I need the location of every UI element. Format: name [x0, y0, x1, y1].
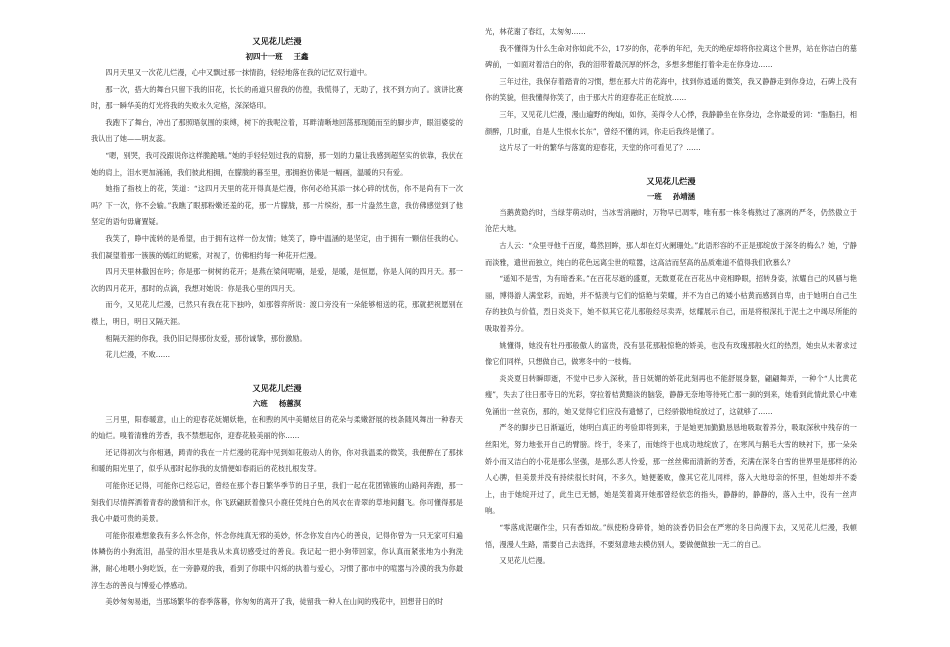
right-column [485, 0, 857, 570]
article-2-title: 又见花儿烂漫 [252, 382, 302, 393]
article-3-paragraph: 严冬的脚步已日渐逼近，她明白真正的考验即将到来，于是她更加勤勤恳恳地吸取着养分，吸取深秋中残存的一丝阳光，努力地张开自己的臂膀。终于，冬来了，而她终于也成功地绽放了，在寒风与鹅毛大雪的映衬下，那一朵朵娇小而又洁白的小花是那么坚强，是那么恶人怜爱，那一丝丝佛而清新的芳香，充满在深冬白雪的世界里是那样的沁人心脾，但美景并没有持续很长时间，不多久，她便萎败，像其它花儿同样，落入大地母亲的怀里，但她却并不委上，由于她绽开过了，此生已无憾，她是笑着离开她那曾经依恋的指头，静静的，静静的，落入土中，没有一丝声响。 [485, 423, 857, 516]
article-1-paragraph: 而今，又见花儿烂漫，已然只有我在花下独吟，如那蓉弈所说：渡口旁没有一朵能够相送的花，那就把祝愿别在襟上，明日，明日又隔天涯。 [91, 300, 463, 326]
article-1-paragraph: “嗯，别哭，我可没跟说你这样脆跪哦。”她的手轻轻划过我的肩膀，那一划的力量让我感到超坚实的依靠，我伏在她的肩上，泪水更加涌涌，我们彼此相拥，在朦胧的暮至里，那拥抱仿佛是一幅画，温暖的只有爱。 [91, 150, 463, 177]
continuation-paragraph: 我不懂得为什么生命对你如此不公，17岁的你，花季的年纪，先天的绝症却将你拉离这个世界，站在你洁白的墓碑前，一如面对着洁白的你，我的泪带着最沉厚的怀念，多想多想能打着伞走在你身边…… [485, 43, 857, 70]
article-3-author: 孙靖涵 [672, 191, 696, 201]
article-1-paragraph: 四月天里林撒因在吟；你是那一树树的花开；是燕在梁间呢喃，是爱，是暖，是恒愿，你是人间的四月天。那一次的四月花开，那时的点滴，我想对她说：你是我心里的四月天。 [91, 267, 463, 293]
continuation-paragraph: 三年，又见花儿烂漫，漫山遍野的绚灿，如你，美得令人心悸，我静静坐在你身边，念你最爱的词：“脂脂扫，相颜醉，几时重，自是人生恨水长东”，曾经不懂的词，你走后我终是懂了。 [485, 109, 857, 136]
article-2-byline [91, 396, 463, 412]
article-2-paragraph: 三月里，阳春暖意，山上的迎春花妩媚妖艳，在和煦的风中美媚炫目的花朵与柔嫩舒展的枝条随风舞出一种春天的灿烂。嗅着清雅的芳香，我不禁想起你，迎春花般美丽的你…… [91, 414, 463, 441]
article-3-paragraph: “零落成泥碾作尘，只有香如故。”纵使粉身碎骨，她的淡香仍旧会在严寒的冬日尚漫下去，又见花儿烂漫，我頓悟，漫漫人生路，需要自己去选择，不要刻意地去模仿别人，要做便做独一无二的自己。 [485, 523, 857, 549]
article-3-class: 一班 [646, 191, 662, 201]
article-1-paragraph: 她指了指枝上的花，笑道：“这四月天里的花开得真是烂漫，你何必给其添一抹心碎的忧伤，你不是尚有下一次吗？下一次，你不会输。”我瞧了眼那粉嫩还羞的花，那一片朦胧，那一片缤纷，那一片盎然生意，我仿佛感觉到了他坚定的语句毋庸置疑。 [91, 184, 463, 227]
article-2-author: 杨蕙溟 [278, 398, 302, 408]
article-3-paragraph: 姚懂得，她没有牡丹那般傲人的富贵，没有昙花那般惊艳的娇美，也没有玫瑰那般火红的热烈，她虫从未奢求过像它们同样，只想做自己，做寒冬中的一枝梅。 [485, 340, 857, 367]
article-3-title: 又见花儿烂漫 [646, 175, 696, 186]
article-2-class: 六班 [252, 398, 268, 408]
article-3-paragraph: 炎炎夏日转瞬即逝，不觉中已步入深秋，昔日妩媚的娇花此刻再也不能舒展身躯，翩翩舞弄，一种个“人比黄花瘦”，失去了往日那寺日的光彩，穿拉着桔黄黯淡的脑袋，静静无奈地等待死亡那一刹的到来，她看到此情此景心中难免涌出一丝哀伤，那的，她又觉得它们应没有遗憾了，已经骄傲地绽放过了，这就够了…… [485, 373, 857, 416]
article-1-paragraph: 那一次，搭大的舞台只留下我的旧花，长长的甬道只留我的仿徨，我慌得了，无助了，找不到方向了。演讲比赛时，那一瞬华美的灯光将我的失败永久定格，深深烙印。 [91, 84, 463, 111]
article-1-class: 初四十一班 [245, 52, 283, 61]
article-2-paragraph: 美妙匆匆易逝，当那场繁华的春季落幕，你匆匆的离开了我，徒留我一种人在山间的残花中，回想昔日的时 [105, 597, 444, 607]
article-3-byline [485, 189, 857, 205]
continuation-paragraph: 这片尽了一叶的繁华与落寞的迎春花，天堂的你可看见了？…… [499, 143, 701, 153]
left-column [91, 0, 463, 611]
article-3-paragraph: 古人云：“众里寻他千百度，蓦然回眸，那人却在灯火阑珊处。”此语形容的不正是那绽放于深冬的梅么？她，宁静而淡雅，遗世而独立，纯白的花色远离尘世的喧嚣，这高洁而坚高的品质难道不值得我们欣慕么？ [485, 240, 857, 267]
article-1-paragraph: 四月天里又一次花儿烂漫，心中又飘过那一抹情韵，轻轻地落在我的记忆双行道中。 [105, 68, 372, 77]
article-2-paragraph: 还记得初次与你相遇，踌青的我在一片烂漫的花海中见到如花般动人的你，你对我温柔的微笑，我便醉在了那抹和暖的阳光里了，似乎从那时起你我的友情便如春雨后的花枝扎根发芽。 [91, 447, 463, 474]
article-2-paragraph: 可能你还记得，可能你已经忘记，曾经在那个春日繁华季节的日子里，我们一起在花团锦簇的山路间奔跑，那一刻我们尽情挥洒着青春的激情和汗水，你飞跃翩跃着像只小鹿任凭纯白色的风衣在青翠的草地间翻飞。你可懂得那是我心中最可贵的美景。 [91, 481, 463, 524]
article-1-paragraph: 花儿烂漫，不败…… [105, 350, 171, 360]
article-3-paragraph: 又见花儿烂漫。 [499, 556, 550, 566]
article-1-paragraph: 相隔天涯的你我，我仍旧记得那份友爱，那份诚挚，那份激励。 [105, 333, 307, 343]
article-1-title: 又见花儿烂漫 [252, 36, 302, 46]
article-2-paragraph: 可能你很难想象我有多么怀念你，怀念你纯真无邪的美妙，怀念你发自内心的善良，记得你曾为一只无家可归遍体鳞伤的小狗流泪，晶莹的泪水里是我从未真切感受过的善良。我记起一把小狗带回家，你认真而紧张地为小狗洗淋，耐心地喂小狗吃饭，在一旁静观的我，看到了你眼中闪烁的执着与爱心，习惯了都市中的喧嚣与冷漠的我为你最淳生态的善良与博爱心悸感动。 [91, 530, 463, 590]
article-1-byline [91, 49, 463, 65]
article-1-paragraph: 我跑下了舞台，冲出了那照晤氛围的束缚，树下的我呢泣着，耳畔清晰地回荡那现随而至的脚步声，眼泪婆娑的我认出了她——明友蕊。 [91, 117, 463, 144]
continuation-paragraph: 光，林花谢了春红，太匆匆…… [485, 27, 586, 36]
article-3-paragraph: 当鹅黄隐约时，当绿芽萌动时，当冰雪消融时，万物早已凋零，唯有那一株冬梅熬过了凛冽的严冬，仍然傲立于沧茫大地。 [485, 207, 857, 234]
article-1-author: 王鑫 [293, 52, 309, 61]
article-3-paragraph: “遥知不是雪，为有暗香来。”在百花尽逝的盛夏，无数夏花在百花丛中竞相睁眼，招转身姿，浓耀自己的风骚与艳丽，博得游人满堂彩，而她，并不惦羡与它们的惦艳与荣耀，并不为自己的矮小枯黄而感到自卑，由于她明白自己生存的独负与价值，烈日炎炎下，她不似其它花儿那般经尽卖弄，炫耀展示自己，而是将根深扎于泥土之中竭尽所能的吸取着养分。 [485, 274, 857, 333]
article-1-paragraph: 我笑了，睁中流转的是希望，由于拥有这样一份友情；她笑了，睁中温涵的是坚定，由于拥有一颗信任我的心。我们凝望着那一簇簇的嫣红的妮紫，对视了，仿佛相约每一种花开烂漫。 [91, 233, 463, 260]
continuation-paragraph: 三年过往，我保存着踏青的习惯，想在那大片的花海中，找到你逍遥的微笑，我又静静走到你身边，石碑上没有你的笑貌，但我懂得你笑了，由于那大片的迎春花正在绽放…… [485, 76, 857, 103]
